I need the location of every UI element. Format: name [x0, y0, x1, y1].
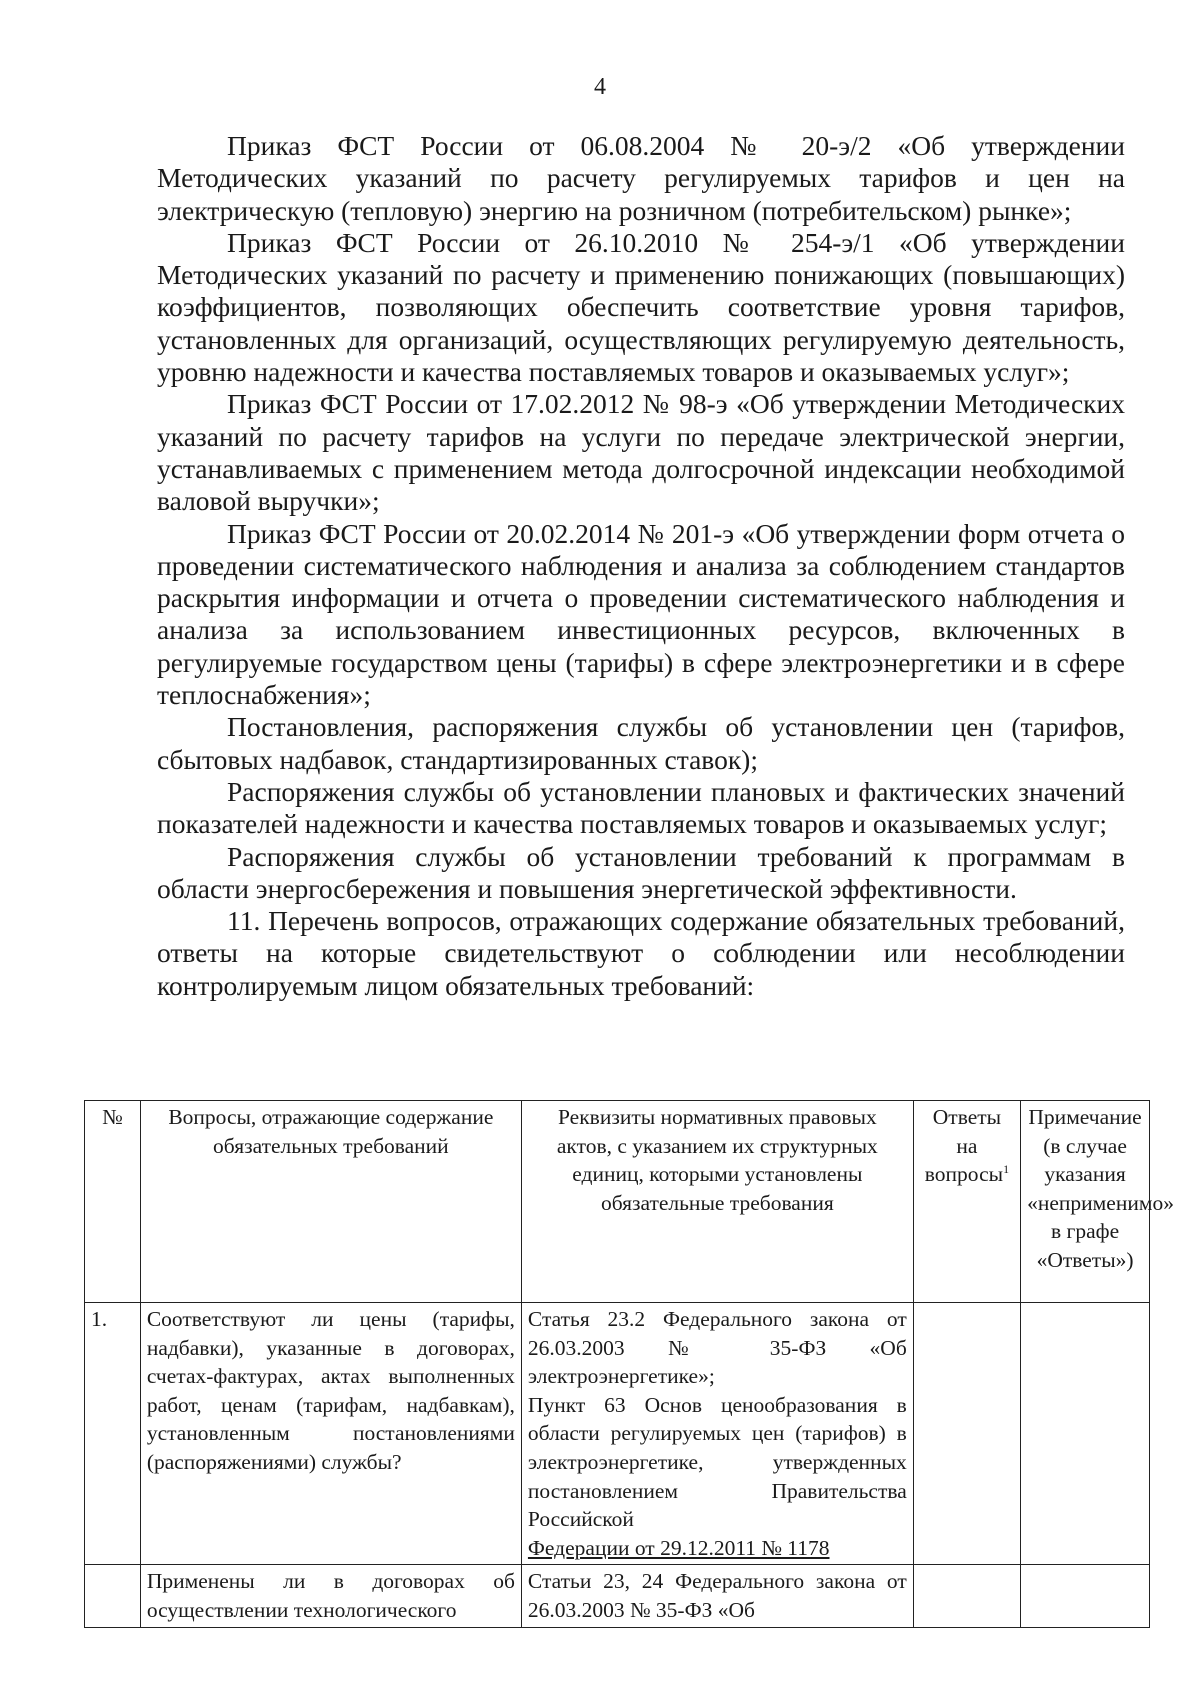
- header-num: №: [85, 1101, 141, 1303]
- header-requisites: Реквизиты нормативных правовых актов, с указанием их структурных единиц, которыми установлены обязательные требования: [521, 1101, 913, 1303]
- table-header-row: [85, 1101, 1150, 1303]
- paragraph-reliability-indicators: Распоряжения службы об установлении плановых и фактических значений показателей надежности и качества поставляемых товаров и оказываемых услуг;: [157, 775, 1125, 840]
- requisites-line: Федерации от 29.12.2011 № 1178: [527, 1535, 830, 1560]
- row-number: [85, 1565, 141, 1627]
- header-questions: Вопросы, отражающие содержание обязательных требований: [140, 1101, 521, 1303]
- paragraph-order-254-e1: Приказ ФСТ России от 26.10.2010 № 254-э/1 «Об утверждении Методических указаний по расчету и применению понижающих (повышающих) коэффициентов, позволяющих обеспечить соответствие уровня тарифов, установленных для организаций, осуществляющих регулируемую деятельность, уровню надежности и качества поставляемых товаров и оказываемых услуг»;: [157, 226, 1125, 388]
- requirements-table: [84, 1100, 1174, 1628]
- row-question: Применены ли в договорах об осуществлении технологического: [140, 1565, 521, 1627]
- header-answers: Ответы на вопросы$^1$: [913, 1101, 1020, 1303]
- paragraph-order-20-e2: Приказ ФСТ России от 06.08.2004 № 20-э/2 «Об утверждении Методических указаний по расчету регулируемых тарифов и цен на электрическую (тепловую) энергию на розничном (потребительском) рынке»;: [157, 130, 1125, 226]
- page-number: 4: [594, 74, 606, 100]
- paragraph-item-11: 11. Перечень вопросов, отражающих содержание обязательных требований, ответы на которые свидетельствуют о соблюдении или несоблюдении контролируемым лицом обязательных требований:: [157, 905, 1125, 1001]
- row-number: 1.: [85, 1303, 141, 1565]
- table-row: [85, 1565, 1150, 1627]
- paragraph-resolutions-prices: Постановления, распоряжения службы об установлении цен (тарифов, сбытовых надбавок, стандартизированных ставок);: [157, 711, 1125, 775]
- footnote-marker: 1: [1003, 1162, 1010, 1177]
- row-note: [1021, 1565, 1150, 1627]
- document-body: [157, 130, 1125, 1002]
- row-answer: [913, 1303, 1020, 1565]
- row-requisites: [521, 1303, 913, 1565]
- table-row: [85, 1303, 1150, 1565]
- row-answer: [913, 1565, 1020, 1627]
- requisites-line: Пункт 63 Основ ценообразования в области регулируемых цен (тарифов) в электроэнергетике, утвержденных постановлением Правительства Российской: [527, 1392, 907, 1532]
- paragraph-energy-saving: Распоряжения службы об установлении требований к программам в области энергосбережения и повышения энергетической эффективности.: [157, 840, 1125, 904]
- paragraph-order-98-e: Приказ ФСТ России от 17.02.2012 № 98-э «Об утверждении Методических указаний по расчету тарифов на услуги по передаче электрической энергии, устанавливаемых с применением метода долгосрочной индексации необходимой валовой выручки»;: [157, 388, 1125, 517]
- requisites-line: Статья 23.2 Федерального закона от 26.03.2003 № 35-ФЗ «Об электроэнергетике»;: [527, 1307, 907, 1389]
- row-question: Соответствуют ли цены (тарифы, надбавки), указанные в договорах, счетах-фактурах, актах выполненных работ, ценам (тарифам, надбавкам), установленным постановлениями (распоряжениями) службы?: [140, 1303, 521, 1565]
- header-notes: Примечание (в случае указания «неприменимо» в графе «Ответы»): [1021, 1101, 1150, 1303]
- row-note: [1021, 1303, 1150, 1565]
- row-requisites: Статьи 23, 24 Федерального закона от 26.03.2003 № 35-ФЗ «Об: [521, 1565, 913, 1627]
- paragraph-order-201-e: Приказ ФСТ России от 20.02.2014 № 201-э «Об утверждении форм отчета о проведении систематического наблюдения и анализа за соблюдением стандартов раскрытия информации и отчета о проведении систематического наблюдения и анализа за использованием инвестиционных ресурсов, включенных в регулируемые государством цены (тарифы) в сфере электроэнергетики и в сфере теплоснабжения»;: [157, 517, 1125, 711]
